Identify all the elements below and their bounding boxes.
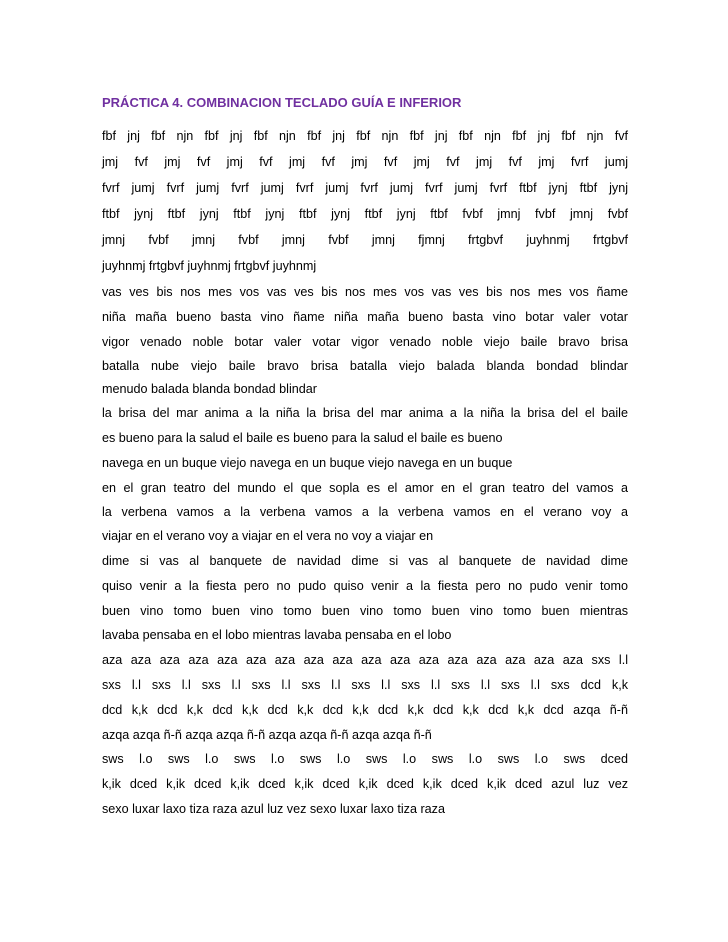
text-line: fvrf jumj fvrf jumj fvrf jumj fvrf jumj fvrf jumj fvrf jumj fvrf ftbf jynj ftbf jynj (102, 181, 628, 195)
text-line: menudo balada blanda bondad blindar (102, 382, 317, 396)
text-line: aza aza aza aza aza aza aza aza aza aza aza aza aza aza aza aza aza sxs l.l (102, 653, 628, 667)
text-line: dime si vas al banquete de navidad dime si vas al banquete de navidad dime (102, 554, 628, 568)
practice-title: PRÁCTICA 4. COMBINACION TECLADO GUÍA E INFERIOR (102, 95, 462, 110)
text-line: fbf jnj fbf njn fbf jnj fbf njn fbf jnj fbf njn fbf jnj fbf njn fbf jnj fbf njn fvf (102, 129, 628, 143)
text-line: azqa azqa ñ-ñ azqa azqa ñ-ñ azqa azqa ñ-ñ azqa azqa ñ-ñ (102, 728, 432, 742)
text-line: lavaba pensaba en el lobo mientras lavaba pensaba en el lobo (102, 628, 452, 642)
text-line: navega en un buque viejo navega en un buque viejo navega en un buque (102, 456, 513, 470)
text-line: jmnj fvbf jmnj fvbf jmnj fvbf jmnj fjmnj frtgbvf juyhnmj frtgbvf (102, 233, 628, 247)
text-line: dcd k,k dcd k,k dcd k,k dcd k,k dcd k,k dcd k,k dcd k,k dcd k,k dcd azqa ñ-ñ (102, 703, 628, 717)
text-line: es bueno para la salud el baile es bueno para la salud el baile es bueno (102, 431, 503, 445)
text-line: jmj fvf jmj fvf jmj fvf jmj fvf jmj fvf jmj fvf jmj fvf jmj fvrf jumj (102, 155, 628, 169)
text-line: niña maña bueno basta vino ñame niña maña bueno basta vino botar valer votar (102, 310, 628, 324)
text-line: k,ik dced k,ik dced k,ik dced k,ik dced k,ik dced k,ik dced k,ik dced azul luz vez (102, 777, 628, 791)
text-line: la brisa del mar anima a la niña la brisa del mar anima a la niña la brisa del el baile (102, 406, 628, 420)
text-line: sws l.o sws l.o sws l.o sws l.o sws l.o sws l.o sws l.o sws dced (102, 752, 628, 766)
text-line: vigor venado noble botar valer votar vigor venado noble viejo baile bravo brisa (102, 335, 628, 349)
text-line: vas ves bis nos mes vos vas ves bis nos mes vos vas ves bis nos mes vos ñame (102, 285, 628, 299)
text-line: quiso venir a la fiesta pero no pudo quiso venir a la fiesta pero no pudo venir tomo (102, 579, 628, 593)
text-line: viajar en el verano voy a viajar en el vera no voy a viajar en (102, 529, 434, 543)
text-line: sexo luxar laxo tiza raza azul luz vez sexo luxar laxo tiza raza (102, 802, 445, 816)
text-line: juyhnmj frtgbvf juyhnmj frtgbvf juyhnmj (102, 259, 317, 273)
text-line: buen vino tomo buen vino tomo buen vino tomo buen vino tomo buen mientras (102, 604, 628, 618)
text-line: ftbf jynj ftbf jynj ftbf jynj ftbf jynj ftbf jynj ftbf fvbf jmnj fvbf jmnj fvbf (102, 207, 628, 221)
text-line: batalla nube viejo baile bravo brisa batalla viejo balada blanda bondad blindar (102, 359, 628, 373)
text-line: en el gran teatro del mundo el que sopla es el amor en el gran teatro del vamos a (102, 481, 628, 495)
text-line: la verbena vamos a la verbena vamos a la verbena vamos en el verano voy a (102, 505, 628, 519)
text-line: sxs l.l sxs l.l sxs l.l sxs l.l sxs l.l sxs l.l sxs l.l sxs l.l sxs l.l sxs dcd k,k (102, 678, 628, 692)
